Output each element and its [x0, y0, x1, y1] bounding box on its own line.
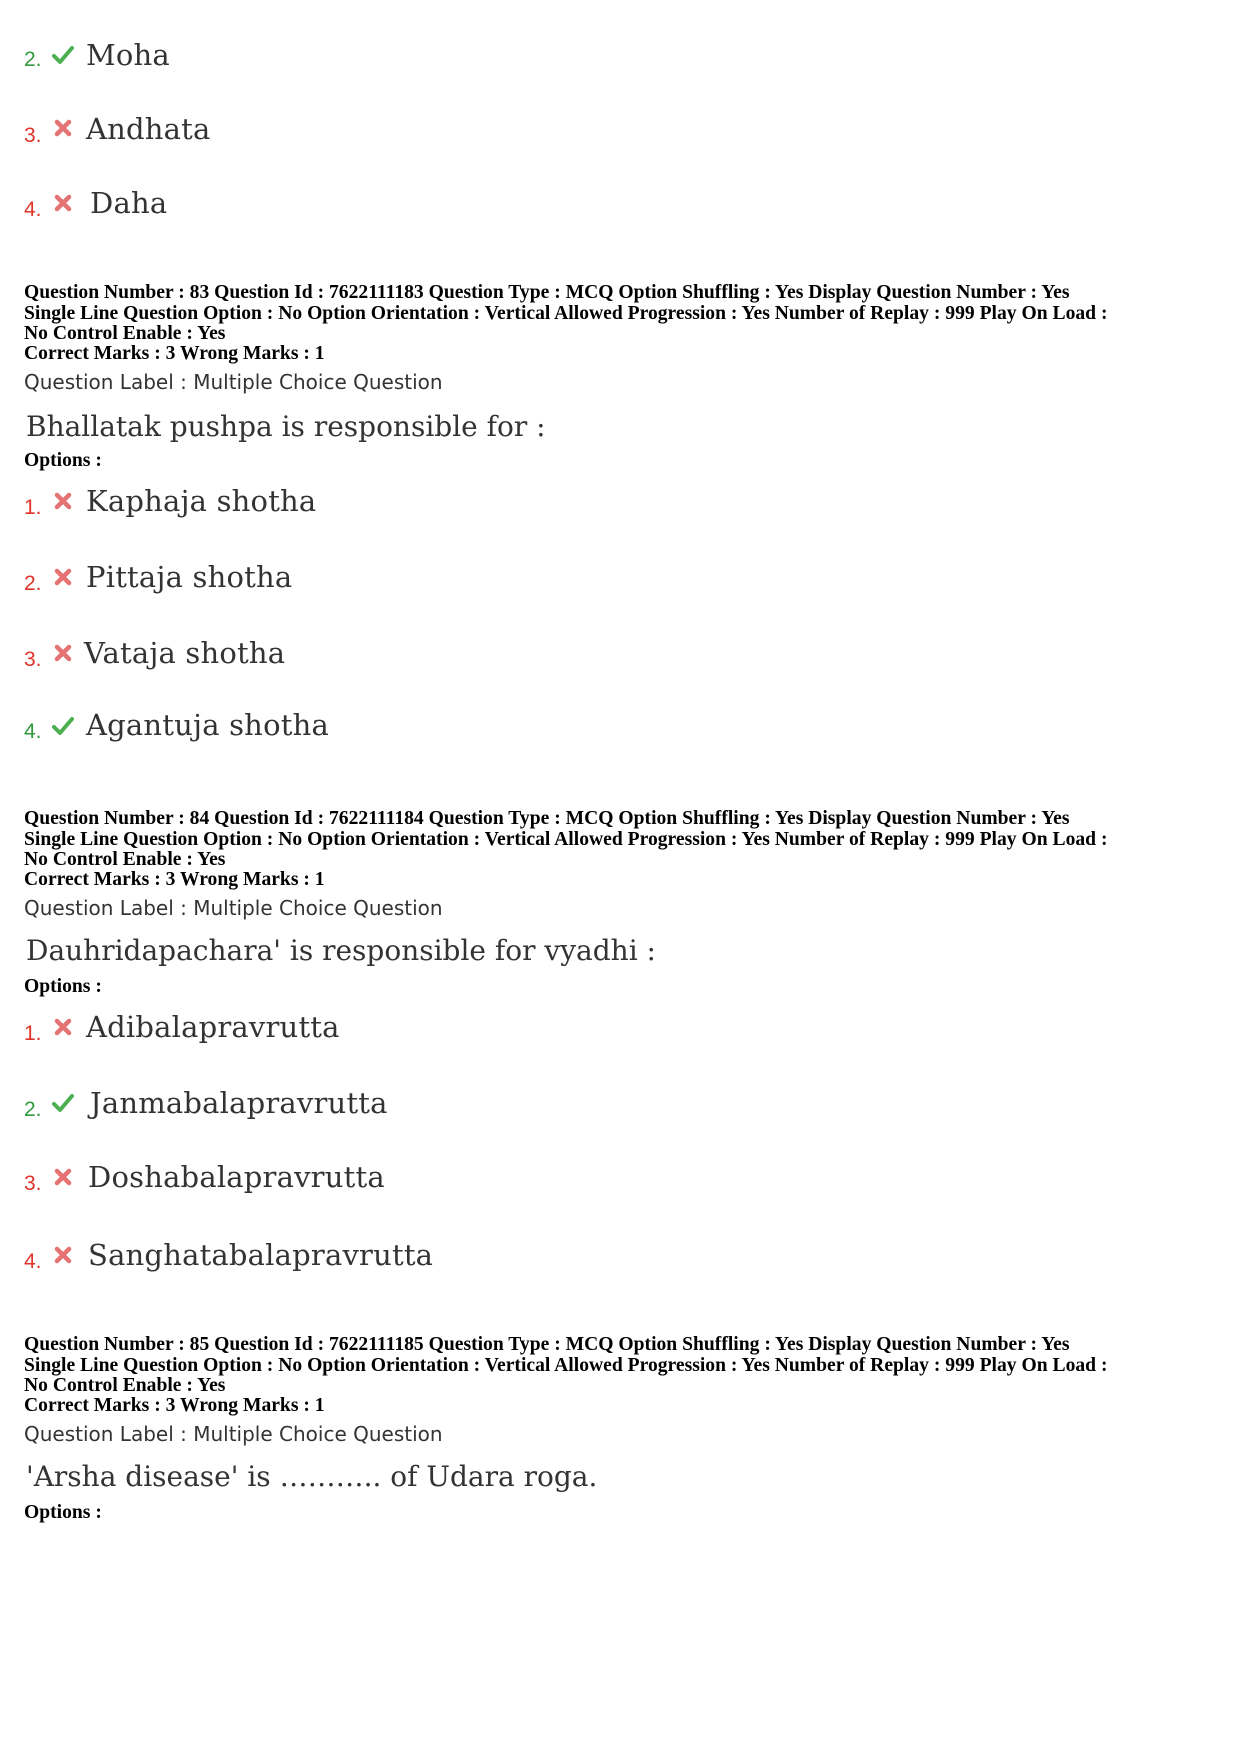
option-text: Kaphaja shotha: [86, 484, 317, 518]
cross-icon: [52, 1016, 74, 1038]
marks-info: Correct Marks : 3 Wrong Marks : 1: [24, 1395, 325, 1416]
option-text: Agantuja shotha: [86, 708, 329, 742]
question-label: Question Label : Multiple Choice Question: [24, 1422, 443, 1446]
option-text: Moha: [86, 38, 170, 72]
check-icon: [52, 44, 74, 66]
options-label: Options :: [24, 1502, 102, 1523]
options-label: Options :: [24, 450, 102, 471]
cross-icon: [52, 566, 74, 588]
option-text: Pittaja shotha: [86, 560, 293, 594]
question-meta: Question Number : 85 Question Id : 7622111185 Question Type : MCQ Option Shuffling : Yes Display Question Number : Yes Single Line Question Option : No Option Orientation : Vertical Allowed Progression : Yes Number of Replay : 999 Play On Load : No Control Enable : Yes: [24, 1334, 1108, 1396]
question-text: Dauhridapachara' is responsible for vyadhi :: [26, 934, 656, 967]
cross-icon: [52, 490, 74, 512]
cross-icon: [52, 117, 74, 139]
question-text: Bhallatak pushpa is responsible for :: [26, 410, 546, 443]
cross-icon: [52, 192, 74, 214]
option-text: Andhata: [86, 112, 211, 146]
option-text: Daha: [90, 186, 168, 220]
question-label: Question Label : Multiple Choice Question: [24, 896, 443, 920]
option-number: 4.: [24, 198, 42, 221]
option-text: Sanghatabalapravrutta: [88, 1238, 434, 1272]
check-icon: [52, 1092, 74, 1114]
option-number: 2.: [24, 572, 42, 595]
marks-info: Correct Marks : 3 Wrong Marks : 1: [24, 869, 325, 890]
option-text: Doshabalapravrutta: [88, 1160, 385, 1194]
option-number: 3.: [24, 1172, 42, 1195]
option-text: Adibalapravrutta: [86, 1010, 340, 1044]
option-text: Janmabalapravrutta: [90, 1086, 388, 1120]
option-number: 4.: [24, 720, 42, 743]
option-number: 4.: [24, 1250, 42, 1273]
option-number: 1.: [24, 496, 42, 519]
option-text: Vataja shotha: [84, 636, 286, 670]
option-number: 1.: [24, 1022, 42, 1045]
question-text: 'Arsha disease' is ……….. of Udara roga.: [26, 1460, 598, 1493]
option-number: 2.: [24, 48, 42, 71]
option-number: 3.: [24, 124, 42, 147]
question-meta: Question Number : 83 Question Id : 7622111183 Question Type : MCQ Option Shuffling : Yes Display Question Number : Yes Single Line Question Option : No Option Orientation : Vertical Allowed Progression : Yes Number of Replay : 999 Play On Load : No Control Enable : Yes: [24, 282, 1108, 344]
question-label: Question Label : Multiple Choice Question: [24, 370, 443, 394]
marks-info: Correct Marks : 3 Wrong Marks : 1: [24, 343, 325, 364]
option-number: 3.: [24, 648, 42, 671]
check-icon: [52, 715, 74, 737]
option-number: 2.: [24, 1098, 42, 1121]
cross-icon: [52, 1244, 74, 1266]
question-meta: Question Number : 84 Question Id : 7622111184 Question Type : MCQ Option Shuffling : Yes Display Question Number : Yes Single Line Question Option : No Option Orientation : Vertical Allowed Progression : Yes Number of Replay : 999 Play On Load : No Control Enable : Yes: [24, 808, 1108, 870]
cross-icon: [52, 642, 74, 664]
cross-icon: [52, 1166, 74, 1188]
options-label: Options :: [24, 976, 102, 997]
